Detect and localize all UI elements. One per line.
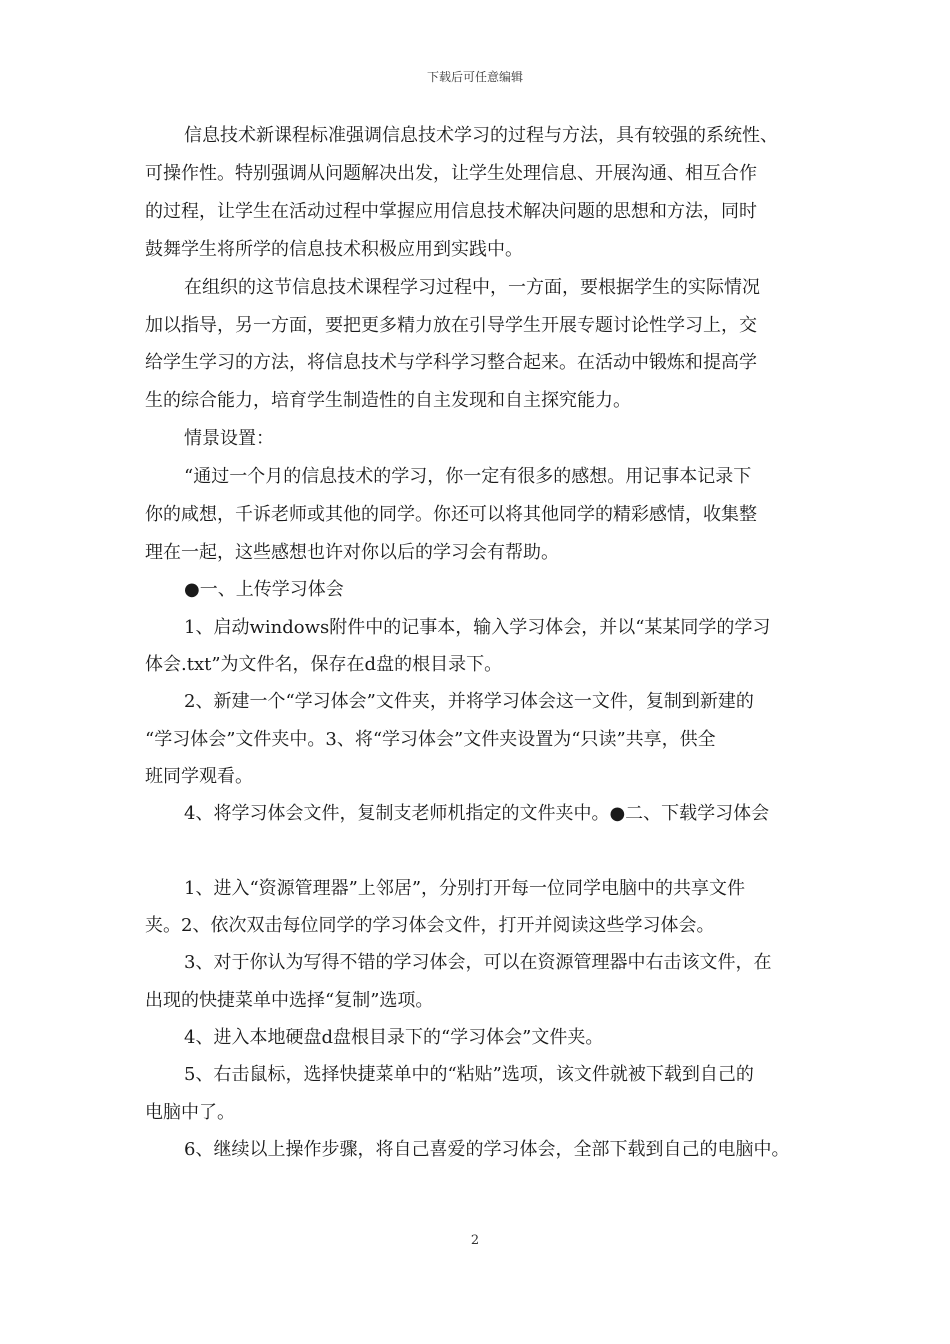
- section-label: 情景设置：: [184, 428, 274, 449]
- body-line: 生的综合能力，培育学生制造性的自主发现和自主探究能力。: [145, 390, 631, 411]
- body-line: 2、新建一个“学习体会”文件夹，并将学习体会这一文件，复制到新建的: [184, 691, 754, 712]
- body-line: 给学生学习的方法，将信息技术与学科学习整合起来。在活动中锻炼和提高学: [145, 352, 757, 373]
- body-line: 电脑中了。: [145, 1102, 235, 1123]
- body-line: 体会.txt”为文件名，保存在d盘的根目录下。: [145, 654, 503, 675]
- body-line: 3、对于你认为写得不错的学习体会，可以在资源管理器中右击该文件，在: [184, 952, 772, 973]
- body-line: 5、右击鼠标，选择快捷菜单中的“粘贴”选项，该文件就被下载到自己的: [184, 1064, 754, 1085]
- body-line: 1、启动windows附件中的记事本，输入学习体会，并以“某某同学的学习: [184, 617, 771, 638]
- body-line: 的过程，让学生在活动过程中掌握应用信息技术解决问题的思想和方法，同时: [145, 201, 757, 222]
- body-line: 4、将学习体会文件，复制支老师机指定的文件夹中。●二、下载学习体会: [184, 803, 770, 824]
- body-line: 夹。2、依次双击每位同学的学习体会文件，打开并阅读这些学习体会。: [145, 915, 715, 936]
- body-line: 鼓舞学生将所学的信息技术积极应用到实践中。: [145, 239, 523, 260]
- body-line: “通过一个月的信息技术的学习，你一定有很多的感想。用记事本记录下: [184, 466, 752, 487]
- body-line: 信息技术新课程标准强调信息技术学习的过程与方法，具有较强的系统性、: [184, 125, 778, 146]
- body-line: 1、进入“资源管理器”上邻居”，分别打开每一位同学电脑中的共享文件: [184, 878, 746, 899]
- body-line: 4、进入本地硬盘d盘根目录下的“学习体会”文件夹。: [184, 1027, 604, 1048]
- body-line: 理在一起，这些感想也许对你以后的学习会有帮助。: [145, 542, 559, 563]
- body-line: 6、继续以上操作步骤，将自己喜爱的学习体会，全部下载到自己的电脑中。: [184, 1139, 790, 1160]
- body-line: 可操作性。特别强调从问题解决出发，让学生处理信息、开展沟通、相互合作: [145, 163, 757, 184]
- body-line: 出现的快捷菜单中选择“复制”选项。: [145, 990, 434, 1011]
- body-line: 在组织的这节信息技术课程学习过程中，一方面，要根据学生的实际情况: [184, 277, 760, 298]
- body-line: 班同学观看。: [145, 766, 253, 787]
- body-line: 你的咸想，千诉老师或其他的同学。你还可以将其他同学的精彩感情，收集整: [145, 504, 757, 525]
- section-heading: ●一、上传学习体会: [184, 579, 344, 600]
- page-number: 2: [470, 1233, 480, 1248]
- body-line: 加以指导，另一方面，要把更多精力放在引导学生开展专题讨论性学习上，交: [145, 315, 757, 336]
- body-line: “学习体会”文件夹中。3、将“学习体会”文件夹设置为“只读”共享，供全: [145, 729, 716, 750]
- page-header: 下载后可任意编辑: [426, 70, 523, 84]
